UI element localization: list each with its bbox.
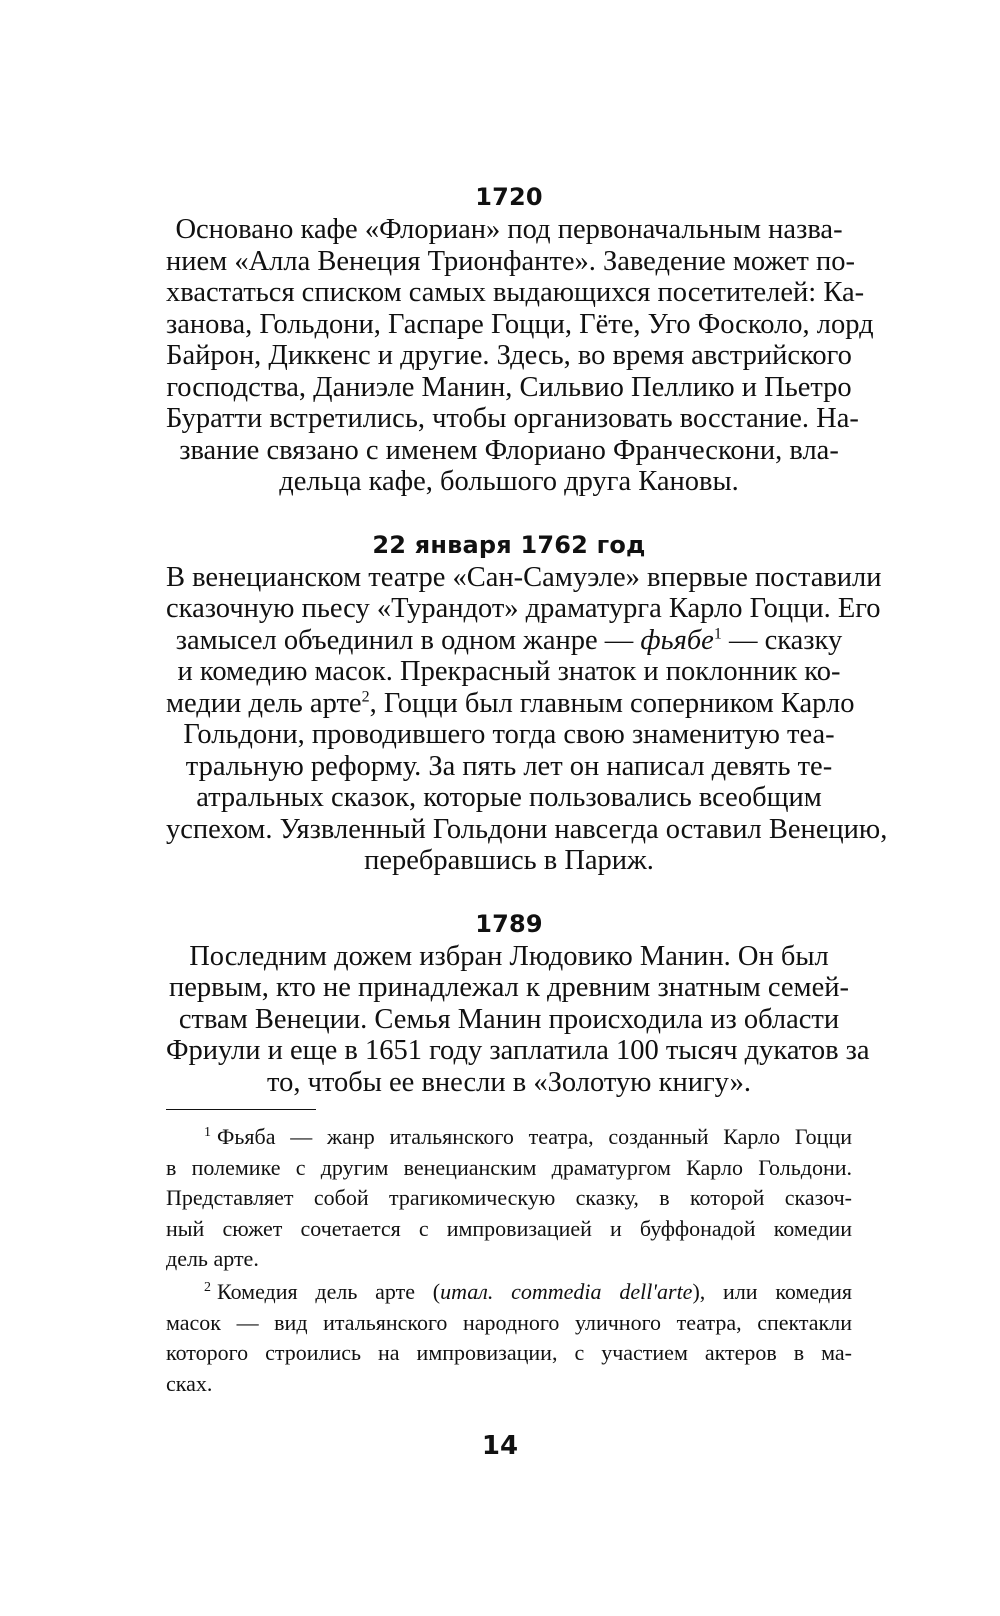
footnote-line	[166, 1122, 852, 1153]
footnote-line: Представляет собой трагикомическую сказку, в которой сказоч-	[166, 1185, 852, 1211]
entry-1720	[166, 180, 874, 498]
text-line: успехом. Уязвленный Гольдони навсегда оставил Венецию,	[166, 813, 888, 845]
text-line: Гольдони, проводившего тогда свою знаменитую теа-	[183, 719, 835, 750]
text-line: Фриули и еще в 1651 году заплатила 100 тысяч дукатов за	[166, 1035, 870, 1066]
footnote-line: дель арте.	[166, 1246, 259, 1272]
footnote-mark: 1	[204, 1124, 211, 1140]
footnote-line: ный сюжет сочетается с импровизацией и буффонадой комедии	[166, 1215, 852, 1241]
text-segment: — сказку	[721, 624, 843, 656]
text-line: занова, Гольдони, Гаспаре Гоцци, Гёте, Уго Фосколо, лорд	[166, 308, 874, 340]
main-text	[166, 180, 888, 1098]
text-line: атральных сказок, которые пользовались всеобщим	[196, 782, 822, 813]
text-line: перебравшись в Париж.	[364, 845, 654, 876]
footnote-line: сках.	[166, 1370, 213, 1396]
text-segment: Комедия дель арте (	[217, 1278, 441, 1304]
text-line: господства, Даниэле Манин, Сильвио Пеллико и Пьетро	[166, 371, 852, 403]
footnote-1	[166, 1122, 852, 1275]
entry-body	[166, 561, 888, 877]
text-line: хвастаться списком самых выдающихся посетителей: Ка-	[166, 277, 865, 308]
footnote-line: в полемике с другим венецианским драматургом Карло Гольдони.	[166, 1154, 852, 1180]
entry-1762	[166, 528, 888, 877]
text-segment: медии дель арте	[166, 687, 362, 719]
text-line: то, чтобы ее внесли в «Золотую книгу».	[267, 1066, 751, 1098]
footnote-line: масок — вид итальянского народного уличного театра, спектакли	[166, 1309, 852, 1335]
entry-heading: 1720	[475, 183, 543, 211]
footnote-divider	[166, 1109, 316, 1110]
text-line: ствам Венеции. Семья Манин происходила из области	[178, 1003, 840, 1035]
text-line: первым, кто не принадлежал к древним знатным семей-	[169, 972, 849, 1003]
footnote-ref-1[interactable]: 1	[713, 625, 722, 642]
text-line: звание связано с именем Флориано Франческони, вла-	[179, 434, 839, 466]
entry-body	[166, 940, 870, 1099]
fiaba-term: фьябе	[640, 624, 714, 656]
footnote-line: которого строились на импровизации, с участием актеров в ма-	[166, 1340, 852, 1366]
text-line: дельца кафе, большого друга Кановы.	[279, 466, 739, 497]
text-line: сказочную пьесу «Турандот» драматурга Карло Гоцци. Его	[166, 593, 881, 624]
italian-term: итал. commedia dell'arte	[440, 1278, 693, 1304]
text-line	[166, 625, 852, 657]
text-line	[166, 687, 855, 720]
text-segment: ), или комедия	[692, 1278, 852, 1304]
text-line: Буратти встретились, чтобы организовать восстание. На-	[166, 403, 859, 434]
footnote-mark: 2	[204, 1279, 211, 1295]
text-segment: замысел объединил в одном жанре —	[175, 624, 641, 656]
footnote-2	[166, 1277, 852, 1399]
page-number: 14	[481, 1431, 519, 1461]
text-line: Байрон, Диккенс и другие. Здесь, во время австрийского	[166, 340, 852, 371]
text-line: нием «Алла Венеция Трионфанте». Заведение может по-	[166, 245, 855, 277]
text-segment: , Гоцци был главным соперником Карло	[369, 687, 855, 719]
text-segment: Фьяба — жанр итальянского театра, созданный Карло Гоцци	[217, 1124, 852, 1149]
footnotes	[166, 1122, 852, 1401]
text-line: В венецианском театре «Сан-Самуэле» впервые поставили	[166, 561, 882, 593]
text-line: Основано кафе «Флориан» под первоначальным назва-	[175, 214, 843, 245]
text-line: Последним дожем избран Людовико Манин. Он был	[189, 940, 829, 972]
entry-1789	[166, 907, 870, 1099]
entry-heading: 22 января 1762 год	[372, 530, 646, 559]
footnote-line	[166, 1277, 852, 1308]
text-line: и комедию масок. Прекрасный знаток и поклонник ко-	[177, 656, 841, 687]
entry-body	[166, 214, 874, 498]
footnote-ref-2[interactable]: 2	[361, 688, 370, 705]
text-line: тральную реформу. За пять лет он написал девять те-	[185, 750, 833, 782]
entry-heading: 1789	[475, 909, 543, 938]
